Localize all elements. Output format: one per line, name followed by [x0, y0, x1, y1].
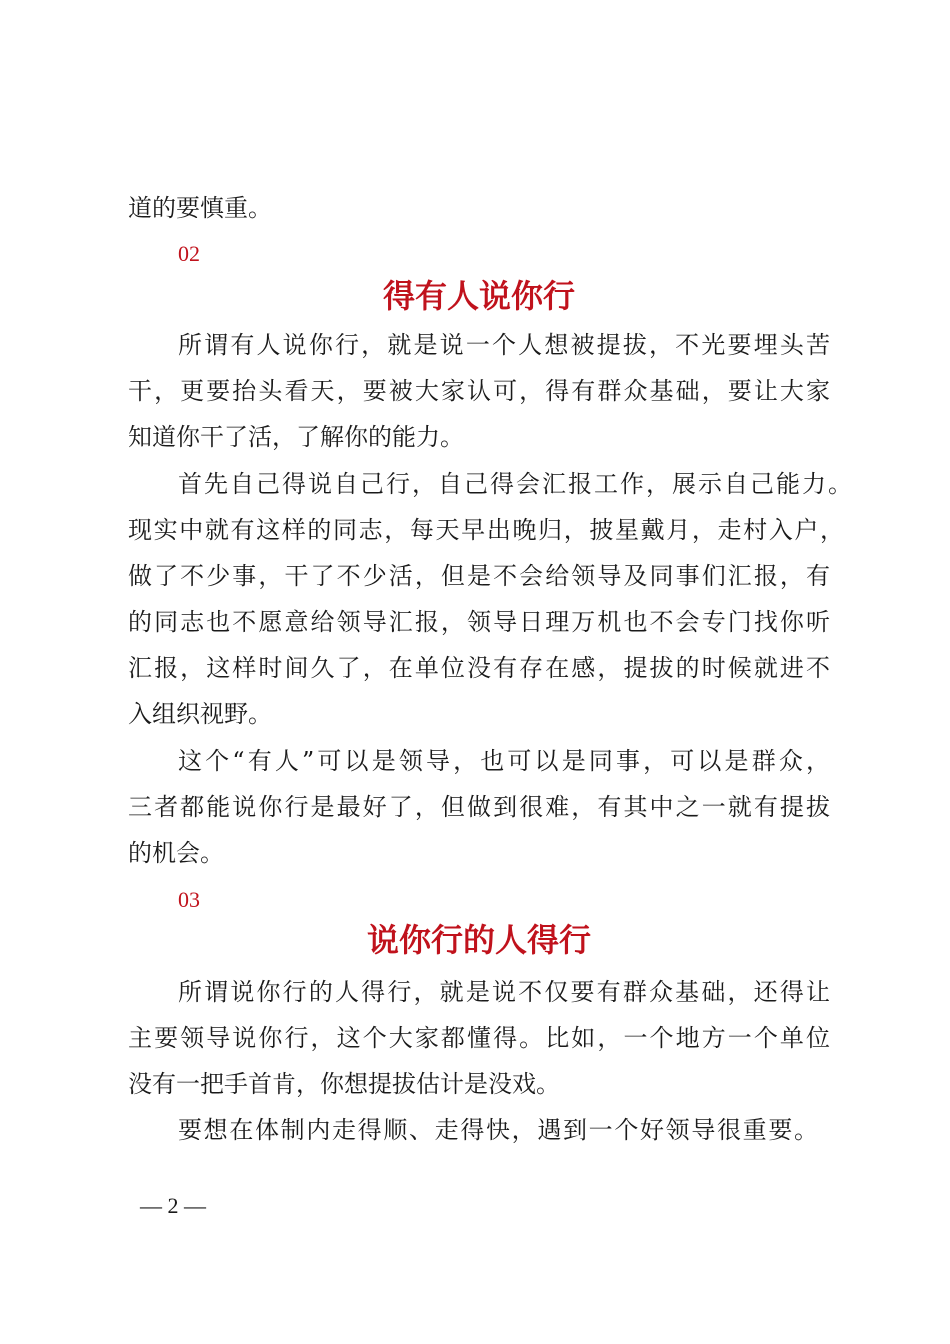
paragraph-line: 三者都能说你行是最好了，但做到很难，有其中之一就有提拔: [128, 793, 830, 821]
section-heading: 说你行的人得行: [366, 921, 591, 959]
paragraph-line: 现实中就有这样的同志，每天早出晚归，披星戴月，走村入户，: [128, 516, 844, 544]
paragraph-line: 做了不少事，干了不少活，但是不会给领导及同事们汇报，有: [128, 562, 830, 590]
paragraph-line: 要想在体制内走得顺、走得快，遇到一个好领导很重要。: [178, 1116, 818, 1144]
section-number: 02: [178, 241, 200, 266]
paragraph-line: 汇报，这样时间久了，在单位没有存在感，提拔的时候就进不: [128, 654, 830, 682]
paragraph-line: 所谓有人说你行，就是说一个人想被提拔，不光要埋头苦: [178, 331, 830, 359]
paragraph-line: 道的要慎重。: [128, 194, 272, 222]
paragraph-line: 这个“有人”可以是领导，也可以是同事，可以是群众，: [178, 747, 830, 775]
paragraph-line: 的同志也不愿意给领导汇报，领导日理万机也不会专门找你听: [128, 608, 830, 636]
paragraph-line: 入组织视野。: [128, 700, 272, 728]
paragraph-line: 干，更要抬头看天，要被大家认可，得有群众基础，要让大家: [128, 377, 830, 405]
paragraph-line: 知道你干了活，了解你的能力。: [128, 423, 464, 451]
page-number: — 2 —: [140, 1193, 206, 1218]
paragraph-line: 的机会。: [128, 839, 224, 867]
paragraph-line: 首先自己得说自己行，自己得会汇报工作，展示自己能力。: [178, 470, 852, 498]
section-number: 03: [178, 887, 200, 912]
section-heading: 得有人说你行: [382, 277, 575, 315]
paragraph-line: 没有一把手首肯，你想提拔估计是没戏。: [128, 1070, 560, 1098]
paragraph-line: 所谓说你行的人得行，就是说不仅要有群众基础，还得让: [178, 978, 830, 1006]
paragraph-line: 主要领导说你行，这个大家都懂得。比如，一个地方一个单位: [128, 1024, 830, 1052]
